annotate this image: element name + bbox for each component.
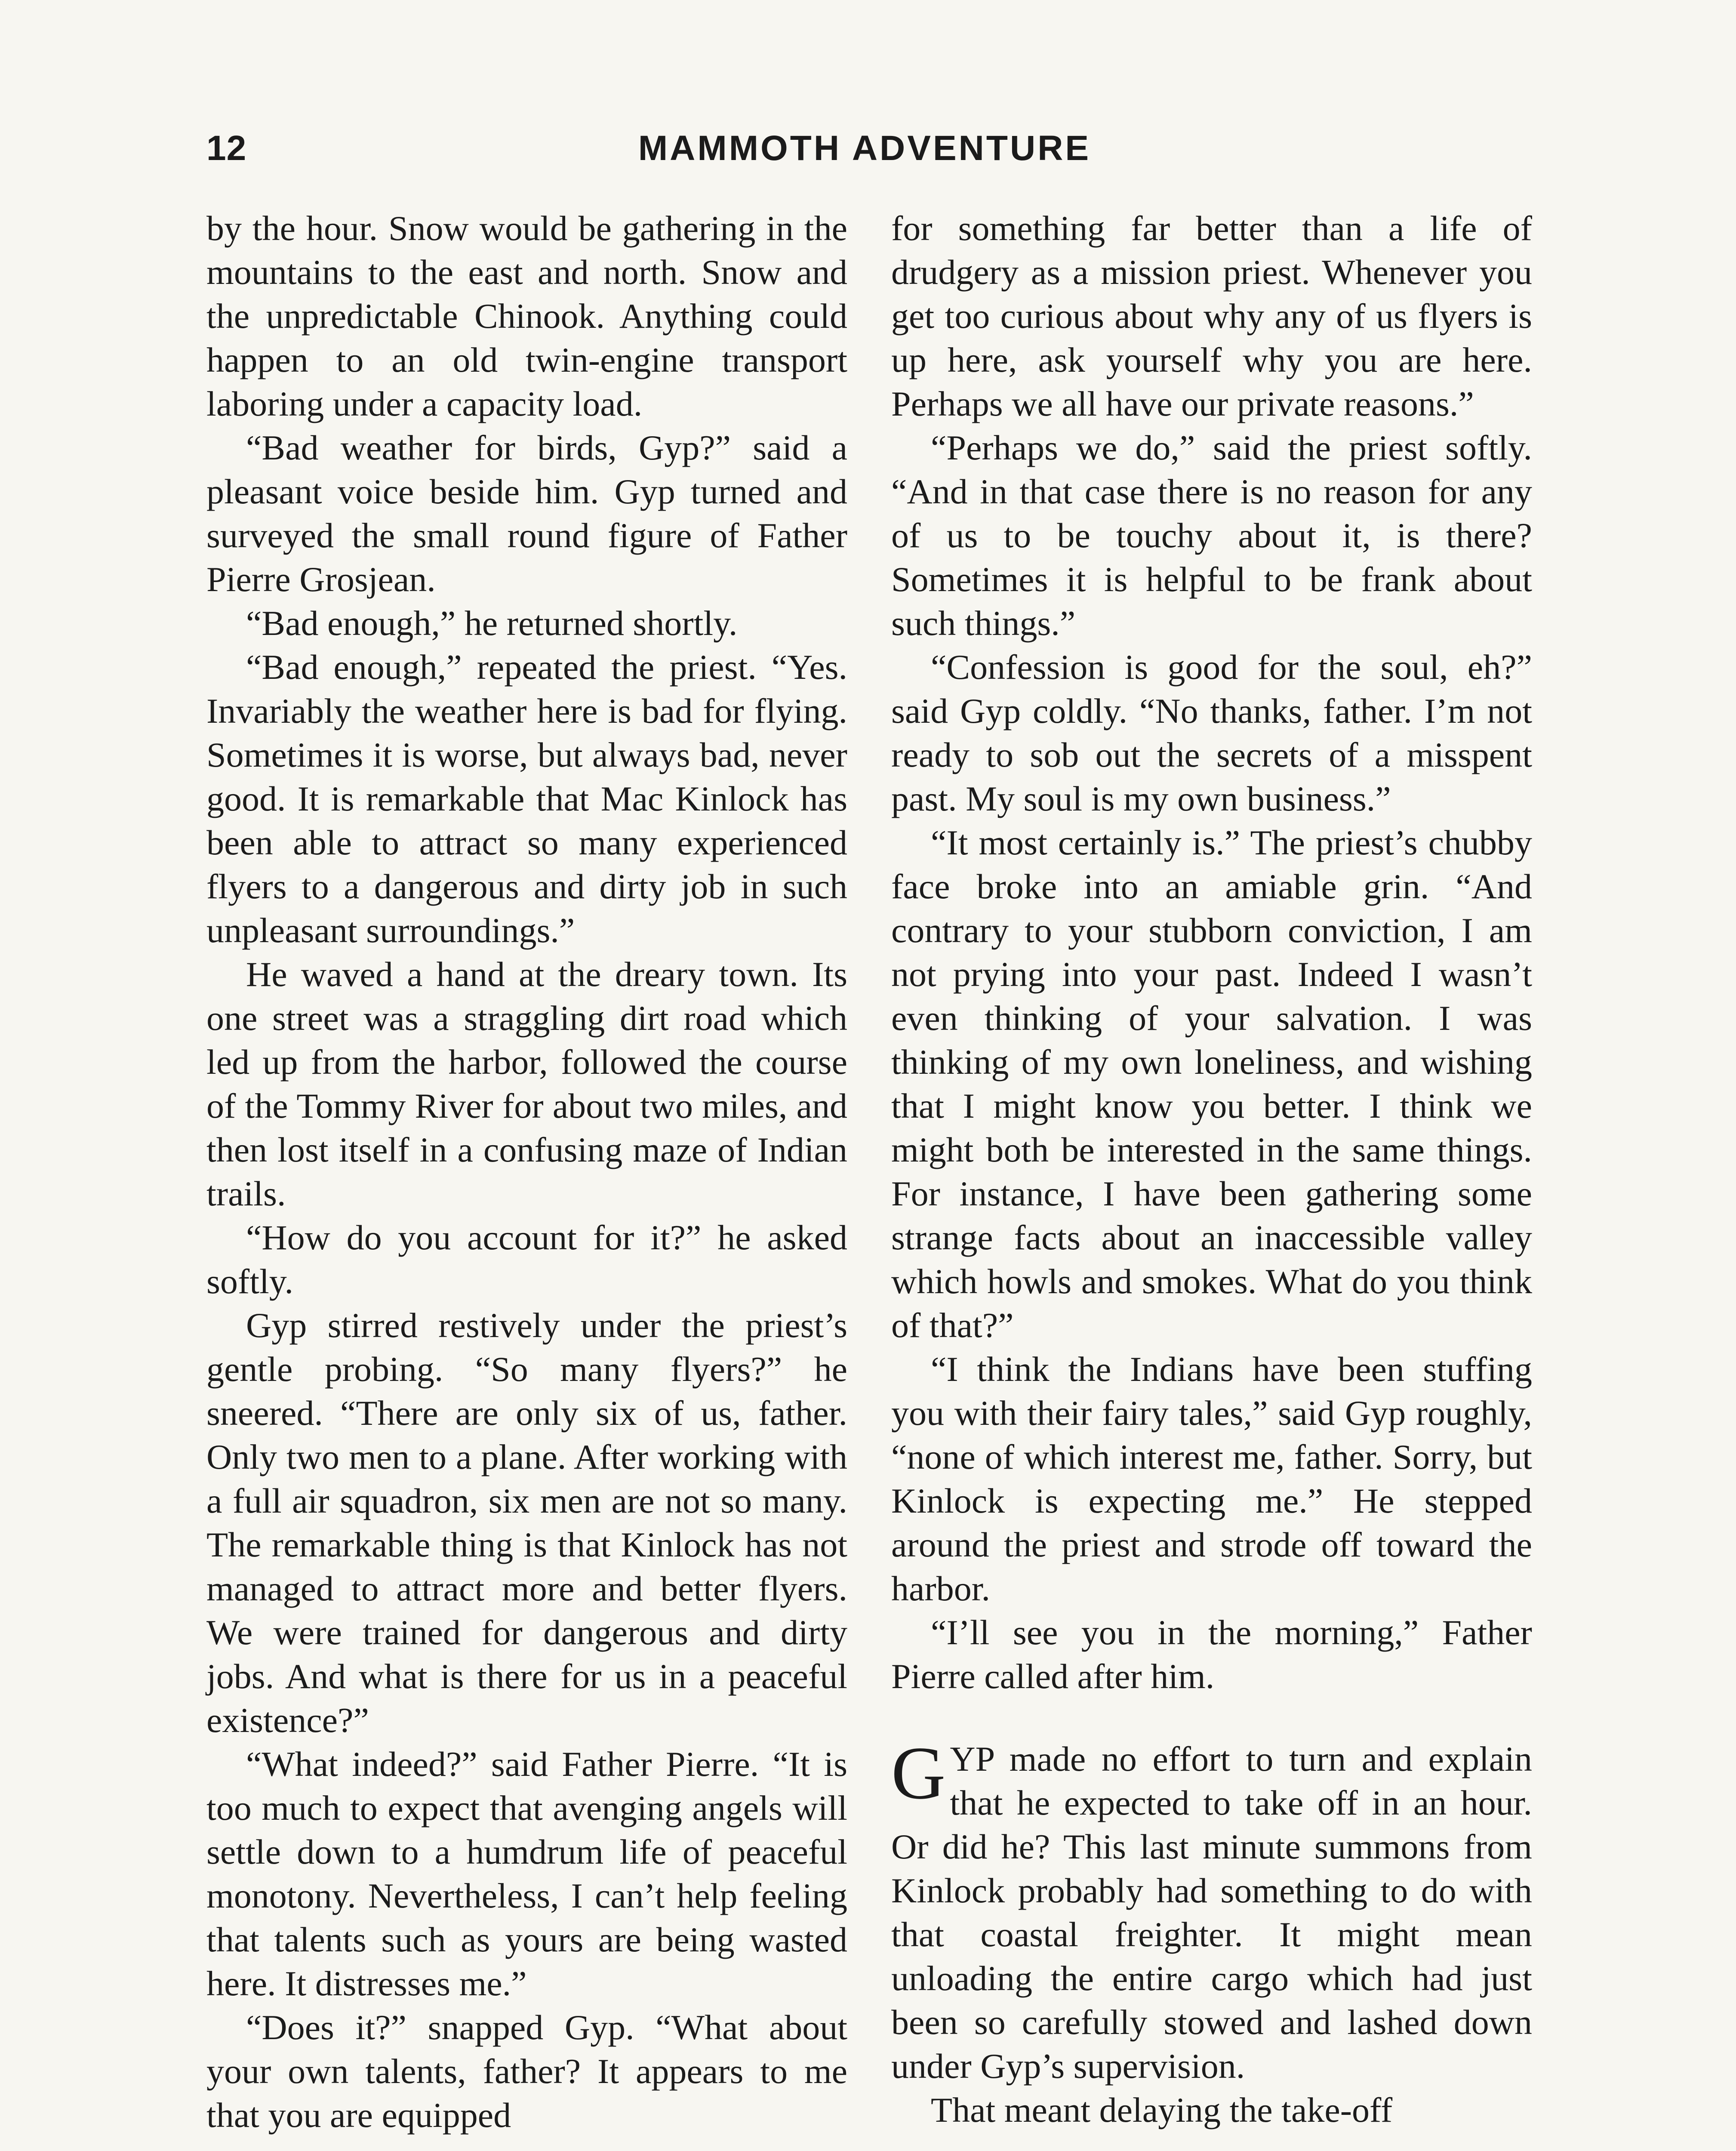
paragraph: That meant delaying the take-off bbox=[931, 2090, 1393, 2129]
paragraph: “I think the Indians have been stuffing you with their fairy tales,” said Gyp roughly, “none of which interest me, father. Sorry, but Kinlock is expecting me.” He stepped around the priest and strode off toward the harbor. bbox=[891, 1350, 1532, 1608]
paragraph: by the hour. Snow would be gathering in the mountains to the east and north. Snow and the unpredictable Chinook. Anything could happen to an old twin-engine transport laboring under a capacity load. bbox=[206, 209, 847, 423]
paragraph: “Does it?” snapped Gyp. “What about your own talents, father? It appears to me that you are equipped bbox=[206, 2008, 847, 2135]
paragraph: “Bad enough,” repeated the priest. “Yes. Invariably the weather here is bad for flying. Sometimes it is worse, but always bad, never good. It is remarkable that Mac Kinlock has been able to attract so many experienced flyers to a dangerous and dirty job in such unpleasant surroundings.” bbox=[206, 647, 847, 950]
section-opening-text: YP made no effort to turn and explain that he expected to take off in an hour. Or did he? This last minute summons from Kinlock probably had something to do with that coastal freighter. It might mean unloading the entire cargo which had just been so carefully stowed and lashed down under Gyp’s supervision. bbox=[891, 1739, 1532, 2086]
paragraph: “Confession is good for the soul, eh?” said Gyp coldly. “No thanks, father. I’m not ready to sob out the secrets of a misspent past. My soul is my own business.” bbox=[891, 647, 1532, 818]
paragraph: “Perhaps we do,” said the priest softly. “And in that case there is no reason for any of us to be touchy about it, is there? Sometimes it is helpful to be frank about such things.” bbox=[891, 428, 1532, 643]
running-head-title: MAMMOTH ADVENTURE bbox=[638, 129, 1091, 168]
paragraph: “I’ll see you in the morning,” Father Pierre called after him. bbox=[891, 1613, 1532, 1696]
paragraph: “What indeed?” said Father Pierre. “It is too much to expect that avenging angels will settle down to a humdrum life of peaceful monotony. Nevertheless, I can’t help feeling that talents such as yours are being wasted here. It distresses me.” bbox=[206, 1744, 847, 2003]
paragraph: “Bad weather for birds, Gyp?” said a pleasant voice beside him. Gyp turned and surveyed the small round figure of Father Pierre Grosjean. bbox=[206, 428, 847, 599]
section-opening-paragraph bbox=[891, 1731, 1532, 2088]
paragraph: “How do you account for it?” he asked softly. bbox=[206, 1218, 847, 1301]
left-column bbox=[206, 206, 847, 2137]
page-number: 12 bbox=[206, 129, 247, 168]
paragraph: He waved a hand at the dreary town. Its one street was a straggling dirt road which led up from the harbor, followed the course of the Tommy River for about two miles, and then lost itself in a confusing maze of Indian trails. bbox=[206, 955, 847, 1213]
drop-cap: G bbox=[891, 1731, 946, 1815]
paragraph: Gyp stirred restively under the priest’s gentle probing. “So many flyers?” he sneered. “There are only six of us, father. Only two men to a plane. After working with a full air squadron, six men are not so many. The remarkable thing is that Kinlock has not managed to attract more and better flyers. We were trained for dangerous and dirty jobs. And what is there for us in a peaceful existence?” bbox=[206, 1306, 847, 1740]
paragraph: “Bad enough,” he returned shortly. bbox=[246, 604, 738, 643]
paragraph: for something far better than a life of drudgery as a mission priest. Whenever you get too curious about why any of us flyers is up here, ask yourself why you are here. Perhaps we all have our private reasons.” bbox=[891, 209, 1532, 423]
paragraph: “It most certainly is.” The priest’s chubby face broke into an amiable grin. “And contrary to your stubborn conviction, I am not prying into your past. Indeed I wasn’t even thinking of your salvation. I was thinking of my own loneliness, and wishing that I might know you better. I think we might both be interested in the same things. For instance, I have been gathering some strange facts about an inaccessible valley which howls and smokes. What do you think of that?” bbox=[891, 823, 1532, 1345]
right-column bbox=[891, 206, 1532, 2132]
